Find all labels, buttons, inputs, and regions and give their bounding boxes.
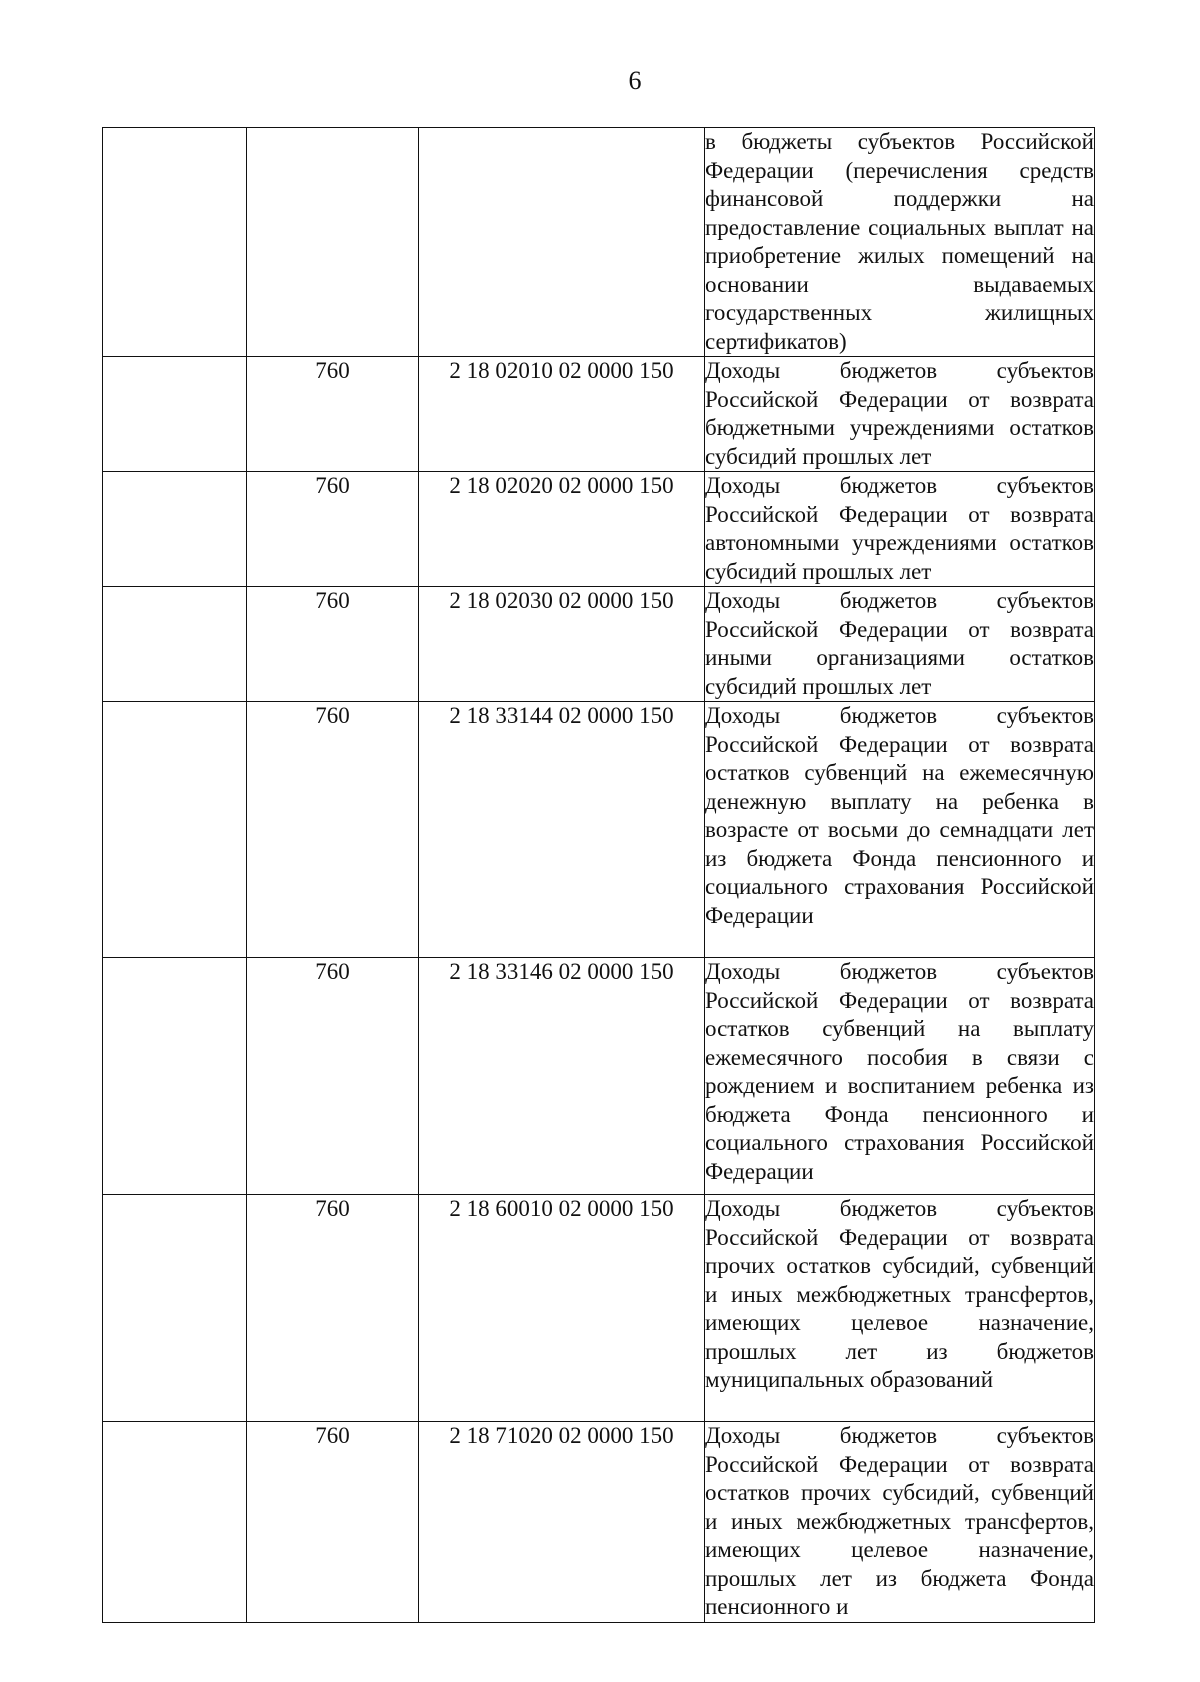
- admin-code-cell: 760: [247, 1195, 419, 1422]
- admin-code-cell: 760: [247, 472, 419, 587]
- table-row: [103, 1195, 1095, 1422]
- table-row: [103, 958, 1095, 1195]
- description-cell: Доходы бюджетов субъектов Российской Федерации от возврата автономными учреждениями остатков субсидий прошлых лет: [705, 472, 1095, 587]
- admin-code-cell: [247, 128, 419, 357]
- admin-code-cell: 760: [247, 587, 419, 702]
- table-row: [103, 128, 1095, 357]
- description-cell: Доходы бюджетов субъектов Российской Федерации от возврата иными организациями остатков субсидий прошлых лет: [705, 587, 1095, 702]
- budget-code-cell: 2 18 71020 02 0000 150: [419, 1422, 705, 1623]
- empty-cell: [103, 1422, 247, 1623]
- empty-cell: [103, 472, 247, 587]
- budget-code-cell: 2 18 33144 02 0000 150: [419, 702, 705, 958]
- empty-cell: [103, 702, 247, 958]
- budget-code-cell: [419, 128, 705, 357]
- table-row: [103, 702, 1095, 958]
- admin-code-cell: 760: [247, 958, 419, 1195]
- empty-cell: [103, 357, 247, 472]
- budget-code-cell: 2 18 02030 02 0000 150: [419, 587, 705, 702]
- description-cell: Доходы бюджетов субъектов Российской Федерации от возврата остатков прочих субсидий, субвенций и иных межбюджетных трансфертов, имеющих целевое назначение, прошлых лет из бюджета Фонда пенсионного и: [705, 1422, 1095, 1623]
- budget-code-cell: 2 18 02020 02 0000 150: [419, 472, 705, 587]
- empty-cell: [103, 1195, 247, 1422]
- description-cell: Доходы бюджетов субъектов Российской Федерации от возврата бюджетными учреждениями остатков субсидий прошлых лет: [705, 357, 1095, 472]
- admin-code-cell: 760: [247, 357, 419, 472]
- empty-cell: [103, 587, 247, 702]
- budget-code-cell: 2 18 60010 02 0000 150: [419, 1195, 705, 1422]
- admin-code-cell: 760: [247, 702, 419, 958]
- table-row: [103, 1422, 1095, 1623]
- page-number: 6: [628, 66, 642, 95]
- table-row: [103, 587, 1095, 702]
- admin-code-cell: 760: [247, 1422, 419, 1623]
- description-cell: Доходы бюджетов субъектов Российской Федерации от возврата остатков субвенций на ежемесячную денежную выплату на ребенка в возрасте от восьми до семнадцати лет из бюджета Фонда пенсионного и социального страхования Российской Федерации: [705, 702, 1095, 958]
- description-cell: в бюджеты субъектов Российской Федерации (перечисления средств финансовой поддержки на предоставление социальных выплат на приобретение жилых помещений на основании выдаваемых государственных жилищных сертификатов): [705, 128, 1095, 357]
- budget-code-cell: 2 18 02010 02 0000 150: [419, 357, 705, 472]
- table-row: [103, 357, 1095, 472]
- description-cell: Доходы бюджетов субъектов Российской Федерации от возврата остатков субвенций на выплату ежемесячного пособия в связи с рождением и воспитанием ребенка из бюджета Фонда пенсионного и социального страхования Российской Федерации: [705, 958, 1095, 1195]
- description-cell: Доходы бюджетов субъектов Российской Федерации от возврата прочих остатков субсидий, субвенций и иных межбюджетных трансфертов, имеющих целевое назначение, прошлых лет из бюджетов муниципальных образований: [705, 1195, 1095, 1422]
- budget-code-cell: 2 18 33146 02 0000 150: [419, 958, 705, 1195]
- budget-code-table: [102, 127, 1095, 1623]
- empty-cell: [103, 128, 247, 357]
- table-row: [103, 472, 1095, 587]
- empty-cell: [103, 958, 247, 1195]
